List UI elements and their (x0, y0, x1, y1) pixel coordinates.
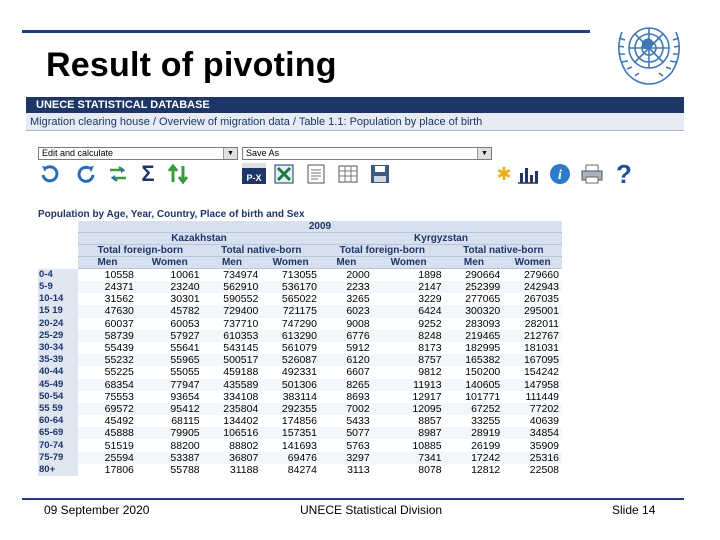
table-cell: 610353 (203, 330, 262, 342)
table-cell: 8078 (418, 463, 442, 476)
age-group-label: 10-14 (38, 293, 78, 305)
table-cell: 501306 (261, 379, 320, 391)
save-as-select[interactable] (242, 147, 492, 160)
info-icon[interactable] (548, 162, 572, 186)
table-cell: 60037 (104, 317, 134, 330)
table-cell: 150200 (465, 366, 501, 379)
table-cell: 12095 (373, 403, 445, 415)
table-cell: 55965 (137, 354, 203, 366)
chevron-down-icon: ▼ (223, 148, 237, 159)
table-cell: 561079 (281, 342, 317, 355)
table-cell: 101771 (465, 390, 501, 403)
px-file-icon[interactable] (240, 162, 268, 186)
pivot-table-panel (38, 208, 562, 476)
sort-icon[interactable] (166, 162, 190, 186)
age-group-label: 15 19 (38, 305, 78, 317)
table-cell: 6424 (373, 305, 445, 317)
table-cell: 6607 (346, 366, 370, 379)
table-cell: 1898 (418, 269, 442, 281)
table-cell: 77202 (503, 403, 562, 415)
table-cell: 2147 (373, 281, 445, 293)
table-cell: 140605 (445, 379, 504, 391)
table-cell: 58739 (78, 330, 137, 342)
table-cell: 737710 (223, 317, 259, 330)
table-cell: 88200 (170, 439, 200, 452)
database-header: UNECE STATISTICAL DATABASE (26, 97, 684, 113)
highlight-icon[interactable]: ✱ (496, 163, 512, 184)
table-row (38, 391, 562, 403)
pivot-table (38, 221, 562, 476)
table-row (38, 439, 562, 451)
table-cell: 292355 (261, 403, 320, 415)
table-cell: 500517 (203, 354, 262, 366)
table-cell: 45782 (137, 305, 203, 317)
table-cell: 182995 (465, 342, 501, 355)
age-group-label: 70-74 (38, 439, 78, 451)
table-cell: 17806 (104, 463, 134, 476)
table-cell: 543145 (223, 342, 259, 355)
table-row (38, 366, 562, 378)
table-cell: 492331 (281, 366, 317, 379)
table-cell: 9812 (418, 366, 442, 379)
table-cell: 25316 (503, 452, 562, 464)
table-cell: 106516 (203, 427, 262, 439)
table-cell: 279660 (523, 269, 559, 281)
age-group-label: 25-29 (38, 330, 78, 342)
table-cell: 5433 (346, 415, 370, 428)
age-group-label: 0-4 (38, 269, 78, 282)
refresh-icon[interactable] (38, 162, 62, 186)
table-cell: 165382 (445, 354, 504, 366)
table-cell: 68354 (78, 379, 137, 391)
table-cell: 84274 (287, 463, 317, 476)
sex-header: Men (445, 257, 504, 269)
table-row (38, 464, 562, 476)
table-cell: 55788 (170, 463, 200, 476)
table-cell: 10061 (170, 269, 200, 281)
table-cell: 3229 (418, 293, 442, 306)
header-spacer (38, 245, 78, 257)
table-cell: 459188 (223, 366, 259, 379)
table-cell: 7341 (373, 452, 445, 464)
table-cell: 26199 (471, 439, 501, 452)
table-cell: 7002 (320, 403, 373, 415)
table-cell: 55055 (170, 366, 200, 379)
table-cell: 10558 (104, 269, 134, 281)
table-cell: 267035 (523, 293, 559, 306)
table-cell: 334108 (223, 390, 259, 403)
table-cell: 147958 (503, 379, 562, 391)
age-group-label: 75-79 (38, 452, 78, 464)
table-cell: 526087 (261, 354, 320, 366)
chart-icon[interactable] (516, 162, 540, 186)
table-cell: 24371 (78, 281, 137, 293)
table-row (38, 452, 562, 464)
table-cell: 34854 (503, 427, 562, 439)
breadcrumb[interactable]: Migration clearing house / Overview of migration data / Table 1.1: Population by place of birth (26, 113, 684, 131)
table-row (38, 281, 562, 293)
table-cell: 35909 (529, 439, 559, 452)
age-group-label: 80+ (38, 464, 78, 476)
age-group-label: 40-44 (38, 366, 78, 378)
table-cell: 60053 (170, 317, 200, 330)
table-cell: 40639 (529, 415, 559, 428)
undo-icon[interactable] (74, 162, 98, 186)
footer-slide-number: Slide 14 (612, 503, 656, 517)
table-cell: 30301 (170, 293, 200, 306)
age-group-label: 5-9 (38, 281, 78, 293)
table-cell: 8265 (320, 379, 373, 391)
table-cell: 51519 (104, 439, 134, 452)
sex-header: Men (78, 257, 137, 269)
year-header: 2009 (78, 221, 562, 233)
slide-title: Result of pivoting (46, 46, 337, 84)
table-row (38, 318, 562, 330)
table-cell: 734974 (223, 269, 259, 281)
table-cell: 33255 (471, 415, 501, 428)
sex-header: Men (320, 257, 373, 269)
edit-calculate-select[interactable] (38, 147, 238, 160)
group-header: Total foreign-born (78, 245, 203, 257)
table-cell: 6120 (320, 354, 373, 366)
un-emblem-icon (608, 12, 690, 90)
table-cell: 88802 (229, 439, 259, 452)
table-cell: 31188 (229, 463, 259, 476)
table-cell: 3297 (320, 452, 373, 464)
table-cell: 5763 (346, 439, 370, 452)
table-cell: 6776 (320, 330, 373, 342)
sex-header: Women (137, 257, 203, 269)
header-spacer (38, 233, 78, 245)
table-row (38, 330, 562, 342)
table-cell: 713055 (281, 269, 317, 281)
table-cell: 2233 (320, 281, 373, 293)
table-cell: 45492 (104, 415, 134, 428)
table-cell: 47630 (78, 305, 137, 317)
table-cell: 25594 (78, 452, 137, 464)
age-group-label: 60-64 (38, 415, 78, 427)
table-cell: 69572 (78, 403, 137, 415)
table-cell: 12917 (412, 390, 442, 403)
table-row (38, 415, 562, 427)
table-cell: 68115 (171, 415, 200, 428)
age-group-label: 30-34 (38, 342, 78, 354)
bottom-rule (22, 498, 684, 500)
table-cell: 167095 (503, 354, 562, 366)
table-cell: 8248 (373, 330, 445, 342)
svg-text:i: i (558, 168, 562, 183)
sex-header: Men (203, 257, 262, 269)
document-icon[interactable] (304, 162, 328, 186)
table-cell: 300320 (445, 305, 504, 317)
header-spacer (38, 257, 78, 269)
table-cell: 536170 (261, 281, 320, 293)
group-header: Total native-born (203, 245, 320, 257)
group-header: Total native-born (445, 245, 562, 257)
country-header: Kyrgyzstan (320, 233, 562, 245)
table-cell: 67252 (445, 403, 504, 415)
save-as-value: Save As (246, 148, 280, 158)
table-cell: 79905 (137, 427, 203, 439)
table-cell: 93654 (170, 390, 200, 403)
table-cell: 3265 (346, 293, 370, 306)
table-cell: 295001 (503, 305, 562, 317)
table-cell: 277065 (465, 293, 501, 306)
table-cell: 31562 (104, 293, 134, 306)
top-rule (22, 30, 590, 33)
table-cell: 2000 (346, 269, 370, 281)
table-cell: 9252 (418, 317, 442, 330)
table-cell: 212767 (503, 330, 562, 342)
header-spacer (38, 221, 78, 233)
table-cell: 174856 (281, 415, 317, 428)
table-cell: 5912 (346, 342, 370, 355)
table-cell: 55225 (104, 366, 134, 379)
table-row (38, 342, 562, 354)
sex-header: Women (503, 257, 562, 269)
table-cell: 17242 (445, 452, 504, 464)
country-header: Kazakhstan (78, 233, 320, 245)
table-cell: 9008 (346, 317, 370, 330)
footer-organization: UNECE Statistical Division (300, 503, 443, 517)
table-cell: 283093 (465, 317, 501, 330)
table-cell: 6023 (320, 305, 373, 317)
table-cell: 154242 (523, 366, 559, 379)
chevron-down-icon: ▼ (477, 148, 491, 159)
age-group-label: 45-49 (38, 379, 78, 391)
table-cell: 252399 (445, 281, 504, 293)
table-cell: 8987 (373, 427, 445, 439)
table-cell: 562910 (203, 281, 262, 293)
table-cell: 721175 (261, 305, 320, 317)
table-cell: 75553 (104, 390, 134, 403)
table-row (38, 379, 562, 391)
age-group-label: 65-69 (38, 427, 78, 439)
table-cell: 111449 (525, 390, 559, 403)
table-cell: 3113 (347, 463, 370, 476)
excel-icon[interactable] (272, 162, 296, 186)
table-cell: 28919 (445, 427, 504, 439)
footer-date: 09 September 2020 (44, 503, 150, 517)
table-cell: 8173 (418, 342, 442, 355)
table-cell: 590552 (223, 293, 259, 306)
table-row (38, 354, 562, 366)
table-cell: 22508 (529, 463, 559, 476)
sum-icon[interactable]: Σ (141, 161, 155, 186)
age-group-label: 55 59 (38, 403, 78, 415)
table-cell: 235804 (203, 403, 262, 415)
table-cell: 157351 (261, 427, 320, 439)
table-title: Population by Age, Year, Country, Place of birth and Sex (38, 209, 305, 220)
age-group-label: 50-54 (38, 391, 78, 403)
table-cell: 77947 (137, 379, 203, 391)
table-cell: 55439 (104, 342, 134, 355)
table-cell: 45888 (78, 427, 137, 439)
table-cell: 53387 (137, 452, 203, 464)
table-cell: 219465 (445, 330, 504, 342)
table-cell: 290664 (465, 269, 501, 281)
table-cell: 134402 (223, 415, 259, 428)
table-cell: 747290 (281, 317, 317, 330)
sex-header: Women (373, 257, 445, 269)
svg-text:P-X: P-X (246, 173, 262, 183)
table-cell: 141693 (281, 439, 317, 452)
table-cell: 729400 (203, 305, 262, 317)
print-icon[interactable] (580, 162, 604, 186)
age-group-label: 35-39 (38, 354, 78, 366)
help-icon[interactable]: ? (616, 158, 632, 189)
table-cell: 383114 (282, 390, 317, 403)
table-cell: 181031 (523, 342, 559, 355)
table-cell: 69476 (261, 452, 320, 464)
sex-header: Women (261, 257, 320, 269)
table-cell: 12812 (471, 463, 501, 476)
table-icon[interactable] (336, 162, 360, 186)
table-cell: 10885 (412, 439, 442, 452)
table-cell: 242943 (503, 281, 562, 293)
table-cell: 613290 (261, 330, 320, 342)
age-group-label: 20-24 (38, 318, 78, 330)
table-row (38, 403, 562, 415)
table-cell: 282011 (524, 317, 559, 330)
table-cell: 435589 (203, 379, 262, 391)
table-cell: 95412 (137, 403, 203, 415)
table-row (38, 305, 562, 317)
table-cell: 11913 (373, 379, 445, 391)
table-cell: 8757 (373, 354, 445, 366)
table-row (38, 427, 562, 439)
table-cell: 5077 (320, 427, 373, 439)
table-cell: 55641 (170, 342, 200, 355)
table-cell: 8857 (418, 415, 442, 428)
table-row (38, 269, 562, 282)
edit-calculate-value: Edit and calculate (42, 148, 114, 158)
table-cell: 57927 (137, 330, 203, 342)
table-cell: 565022 (281, 293, 317, 306)
table-cell: 23240 (137, 281, 203, 293)
table-cell: 8693 (346, 390, 370, 403)
table-cell: 36807 (203, 452, 262, 464)
table-row (38, 293, 562, 305)
save-icon[interactable] (368, 162, 392, 186)
group-header: Total foreign-born (320, 245, 445, 257)
table-cell: 55232 (78, 354, 137, 366)
swap-icon[interactable] (106, 162, 130, 186)
